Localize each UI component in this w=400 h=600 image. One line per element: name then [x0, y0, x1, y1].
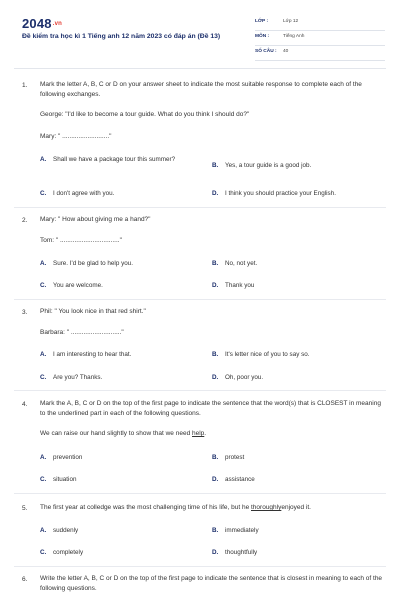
question-divider	[14, 566, 386, 567]
answer-option[interactable]	[212, 453, 244, 463]
option-letter: A.	[40, 156, 47, 163]
answer-option[interactable]	[212, 259, 257, 269]
option-text: Thank you	[225, 282, 255, 289]
option-text: I am interesting to hear that.	[53, 351, 132, 358]
option-text: assistance	[225, 476, 255, 483]
sentence-text: enjoyed it.	[281, 504, 311, 511]
question-prompt: Tom: " ................................."	[40, 237, 122, 244]
option-letter: A.	[40, 351, 47, 358]
answer-option[interactable]	[212, 350, 310, 360]
option-letter: C.	[40, 282, 47, 289]
answer-option[interactable]	[40, 548, 83, 558]
option-text: No, not yet.	[225, 260, 258, 267]
sentence-text: The first year at colledge was the most challenging time of his life, but he	[40, 504, 251, 511]
meta-row-count	[255, 46, 385, 61]
answer-option[interactable]	[40, 350, 131, 360]
option-text: completely	[53, 549, 84, 556]
question-divider	[14, 390, 386, 391]
option-text: prevention	[53, 454, 83, 461]
meta-value: Tiếng Anh	[283, 34, 305, 39]
page-header	[0, 0, 400, 62]
answer-option[interactable]	[212, 548, 257, 558]
answer-option[interactable]	[212, 189, 336, 199]
option-text: You are welcome.	[53, 282, 103, 289]
meta-key: MÔN :	[255, 34, 270, 39]
option-text: Oh, poor you.	[225, 374, 264, 381]
option-letter: A.	[40, 260, 47, 267]
question-number: 1.	[22, 82, 28, 89]
question-prompt: George: "I'd like to become a tour guide. What do you think I should do?"	[40, 111, 250, 118]
question-prompt: Phil: " You look nice in that red shirt."	[40, 308, 146, 315]
question-prompt: Mary: " .........................."	[40, 133, 112, 140]
option-text: situation	[53, 476, 77, 483]
meta-row-class	[255, 16, 385, 31]
option-letter: B.	[212, 351, 219, 358]
option-letter: D.	[212, 190, 219, 197]
answer-option[interactable]	[212, 281, 254, 291]
answer-option[interactable]	[40, 155, 200, 165]
document-title: Đề kiểm tra học kì 1 Tiếng anh 12 năm 2023 có đáp án (Đề 13)	[22, 33, 221, 40]
answer-option[interactable]	[40, 259, 133, 269]
question-sentence	[40, 503, 385, 513]
question-sentence	[40, 429, 385, 439]
answer-option[interactable]	[212, 526, 259, 536]
option-text: Are you? Thanks.	[53, 374, 103, 381]
answer-option[interactable]	[212, 475, 255, 485]
option-letter: D.	[212, 476, 219, 483]
option-text: suddenly	[53, 527, 79, 534]
question-number: 5.	[22, 505, 28, 512]
option-letter: D.	[212, 549, 219, 556]
option-letter: B.	[212, 162, 219, 169]
answer-option[interactable]	[40, 475, 76, 485]
option-text: thoughtfully	[225, 549, 258, 556]
option-text: Yes, a tour guide is a good job.	[225, 162, 312, 169]
option-text: It's letter nice of you to say so.	[225, 351, 310, 358]
option-letter: D.	[212, 282, 219, 289]
option-letter: B.	[212, 527, 219, 534]
option-letter: A.	[40, 527, 47, 534]
question-divider	[14, 207, 386, 208]
meta-key: SỐ CÂU :	[255, 49, 277, 54]
underlined-word: thoroughly	[251, 504, 282, 511]
question-instruction: Mark the A, B, C or D on the top of the first page to indicate the sentence that the word(s) that is CLOSEST in meaning to the underlined part in each of the following questions.	[40, 400, 381, 417]
answer-option[interactable]	[212, 373, 263, 383]
option-letter: D.	[212, 374, 219, 381]
answer-option[interactable]	[212, 161, 311, 171]
option-letter: C.	[40, 190, 47, 197]
header-divider	[14, 68, 386, 69]
question-number: 2.	[22, 217, 28, 224]
answer-option[interactable]	[40, 281, 103, 291]
meta-table	[255, 16, 385, 61]
meta-row-subject	[255, 31, 385, 46]
option-letter: C.	[40, 549, 47, 556]
option-text: I think you should practice your English.	[225, 190, 336, 197]
sentence-text: We can raise our hand slightly to show that we need	[40, 430, 192, 437]
option-letter: C.	[40, 374, 47, 381]
logo-suffix: .vn	[52, 21, 63, 27]
answer-option[interactable]	[40, 373, 102, 383]
question-prompt: Barbara: " ............................"	[40, 329, 124, 336]
question-number: 3.	[22, 309, 28, 316]
sentence-text: .	[204, 430, 207, 437]
question-instruction: Mark the letter A, B, C or D on your answer sheet to indicate the most suitable response to complete each of the following exchanges.	[40, 81, 362, 98]
option-text: immediately	[225, 527, 259, 534]
option-text: Shall we have a package tour this summer?	[53, 156, 176, 163]
option-letter: B.	[212, 454, 219, 461]
option-text: Sure. I'd be glad to help you.	[53, 260, 133, 267]
question-prompt: Mary: " How about giving me a hand?"	[40, 216, 151, 223]
question-number: 4.	[22, 401, 28, 408]
question-divider	[14, 299, 386, 300]
answer-option[interactable]	[40, 526, 78, 536]
meta-key: LỚP :	[255, 19, 269, 24]
logo-text: 2048	[22, 16, 52, 31]
answer-option[interactable]	[40, 189, 114, 199]
question-number: 6.	[22, 576, 28, 583]
meta-value: 40	[283, 49, 289, 54]
option-text: protest	[225, 454, 245, 461]
answer-option[interactable]	[40, 453, 82, 463]
option-letter: B.	[212, 260, 219, 267]
question-divider	[14, 493, 386, 494]
underlined-word: help	[192, 430, 205, 437]
meta-value: Lớp 12	[283, 19, 299, 24]
option-letter: C.	[40, 476, 47, 483]
site-logo[interactable]	[22, 16, 62, 31]
question-instruction: Write the letter A, B, C or D on the top of the first page to indicate the sentence that is closest in meaning to each of the following questions.	[40, 575, 383, 592]
option-text: I don't agree with you.	[53, 190, 115, 197]
option-letter: A.	[40, 454, 47, 461]
